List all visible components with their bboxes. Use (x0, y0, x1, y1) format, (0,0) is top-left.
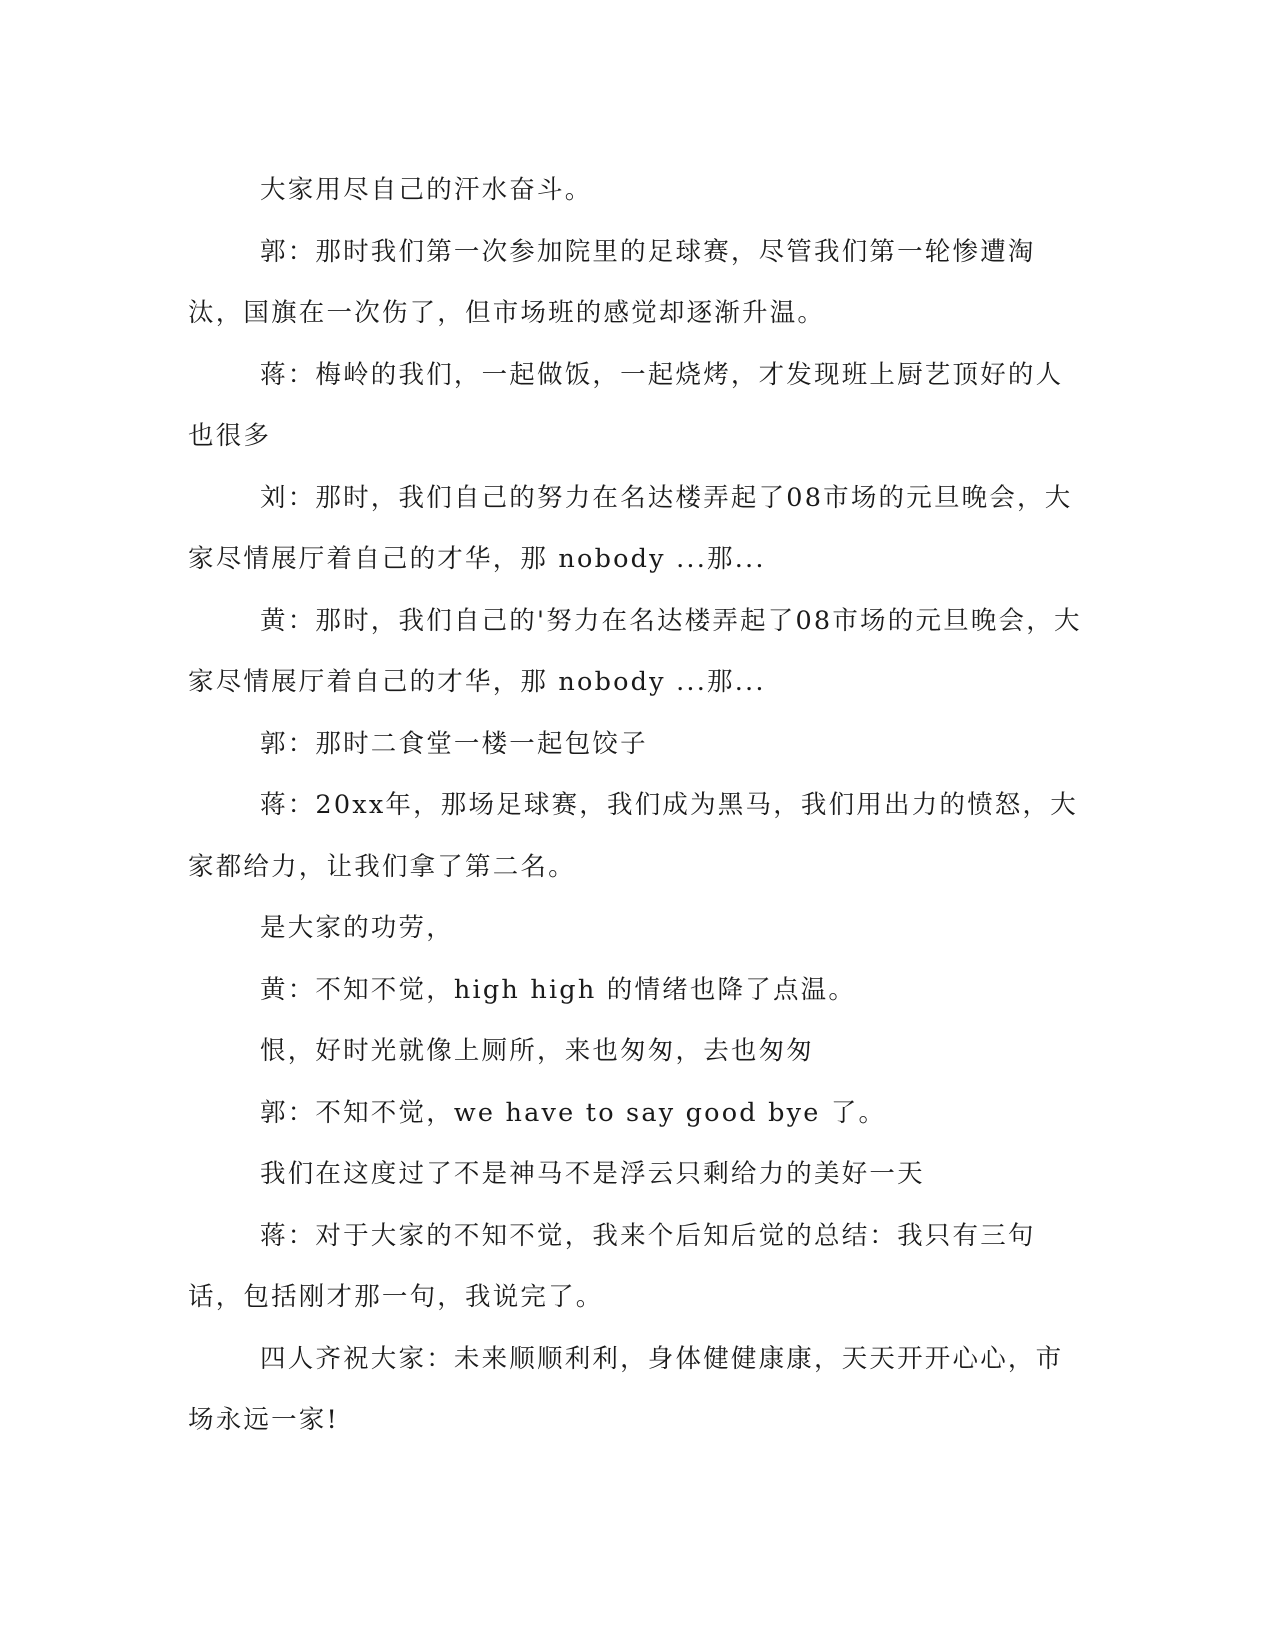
paragraph: 蒋：梅岭的我们，一起做饭，一起烧烤，才发现班上厨艺顶好的人也很多 (188, 359, 1064, 451)
paragraph: 蒋：20xx年，那场足球赛，我们成为黑马，我们用出力的愤怒，大家都给力，让我们拿了第二名。 (188, 790, 1078, 882)
paragraph: 黄：不知不觉，high high 的情绪也降了点温。 (260, 974, 857, 1005)
paragraph: 四人齐祝大家：未来顺顺利利，身体健健康康，天天开开心心，市场永远一家! (188, 1343, 1064, 1435)
paragraph: 是大家的功劳， (260, 913, 454, 943)
paragraph: 刘：那时，我们自己的努力在名达楼弄起了08市场的元旦晚会，大家尽情展厅着自己的才华，那 nobody ...那... (188, 482, 1073, 574)
paragraph: 我们在这度过了不是神马不是浮云只剩给力的美好一天 (260, 1159, 925, 1189)
document-body (188, 160, 1088, 1452)
paragraph: 郭：那时我们第一次参加院里的足球赛，尽管我们第一轮惨遭淘汰，国旗在一次伤了，但市场班的感觉却逐渐升温。 (188, 236, 1036, 328)
paragraph: 蒋：对于大家的不知不觉，我来个后知后觉的总结：我只有三句话，包括刚才那一句，我说完了。 (188, 1220, 1036, 1312)
paragraph: 郭：不知不觉，we have to say good bye 了。 (260, 1097, 887, 1128)
paragraph: 大家用尽自己的汗水奋斗。 (260, 175, 593, 205)
paragraph: 恨，好时光就像上厕所，来也匆匆，去也匆匆 (260, 1036, 815, 1066)
paragraph: 黄：那时，我们自己的'努力在名达楼弄起了08市场的元旦晚会，大家尽情展厅着自己的才华，那 nobody ...那... (188, 605, 1082, 697)
paragraph: 郭：那时二食堂一楼一起包饺子 (260, 728, 648, 759)
